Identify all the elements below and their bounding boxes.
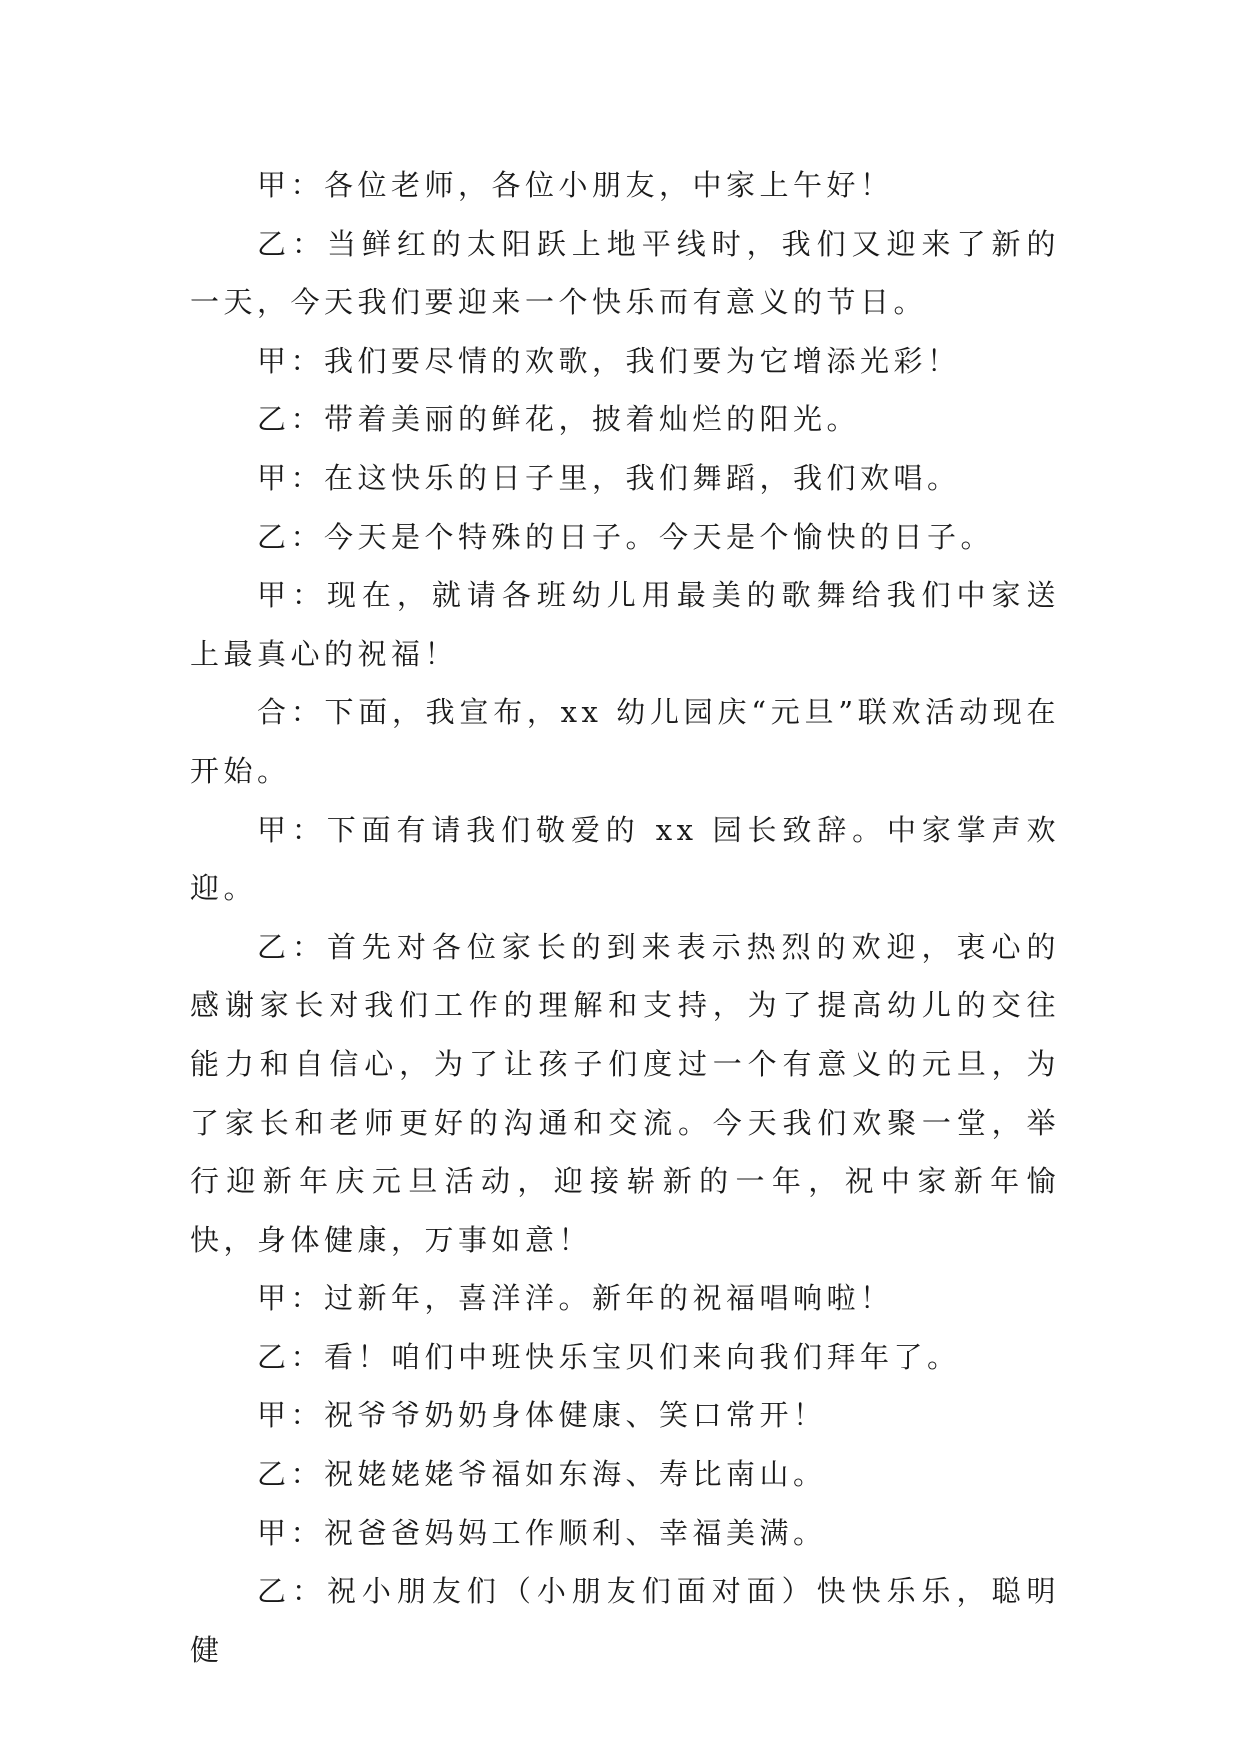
document-body [190, 156, 1060, 1679]
dialogue-line: 乙：祝小朋友们（小朋友们面对面）快快乐乐，聪明健 [190, 1574, 1060, 1667]
dialogue-line: 甲：祝爸爸妈妈工作顺利、幸福美满。 [257, 1515, 827, 1550]
dialogue-line: 合：下面，我宣布，xx 幼儿园庆“元旦”联欢活动现在开始。 [190, 695, 1060, 788]
dialogue-line: 乙：带着美丽的鲜花，披着灿烂的阳光。 [257, 402, 861, 437]
dialogue-line: 甲：祝爷爷奶奶身体健康、笑口常开！ [257, 1398, 827, 1433]
dialogue-line: 乙：祝姥姥姥爷福如东海、寿比南山。 [257, 1457, 827, 1492]
dialogue-line: 乙：首先对各位家长的到来表示热烈的欢迎，衷心的感谢家长对我们工作的理解和支持，为了提高幼儿的交往能力和自信心，为了让孩子们度过一个有意义的元旦，为了家长和老师更好的沟通和交流。今天我们欢聚一堂，举行迎新年庆元旦活动，迎接崭新的一年，祝中家新年愉快，身体健康，万事如意！ [190, 929, 1060, 1257]
dialogue-line: 乙：今天是个特殊的日子。今天是个愉快的日子。 [257, 519, 995, 554]
dialogue-line: 甲：现在，就请各班幼儿用最美的歌舞给我们中家送上最真心的祝福！ [190, 578, 1060, 671]
dialogue-line: 甲：各位老师，各位小朋友，中家上午好！ [257, 168, 894, 202]
dialogue-line: 甲：过新年，喜洋洋。新年的祝福唱响啦！ [257, 1281, 894, 1316]
dialogue-line: 甲：在这快乐的日子里，我们舞蹈，我们欢唱。 [257, 460, 961, 495]
dialogue-line: 乙：当鲜红的太阳跃上地平线时，我们又迎来了新的一天，今天我们要迎来一个快乐而有意义的节日。 [190, 226, 1060, 320]
dialogue-line: 甲：下面有请我们敬爱的 xx 园长致辞。中家掌声欢迎。 [190, 812, 1060, 906]
dialogue-line: 甲：我们要尽情的欢歌，我们要为它增添光彩！ [257, 343, 961, 378]
dialogue-line: 乙：看！咱们中班快乐宝贝们来向我们拜年了。 [257, 1339, 961, 1374]
